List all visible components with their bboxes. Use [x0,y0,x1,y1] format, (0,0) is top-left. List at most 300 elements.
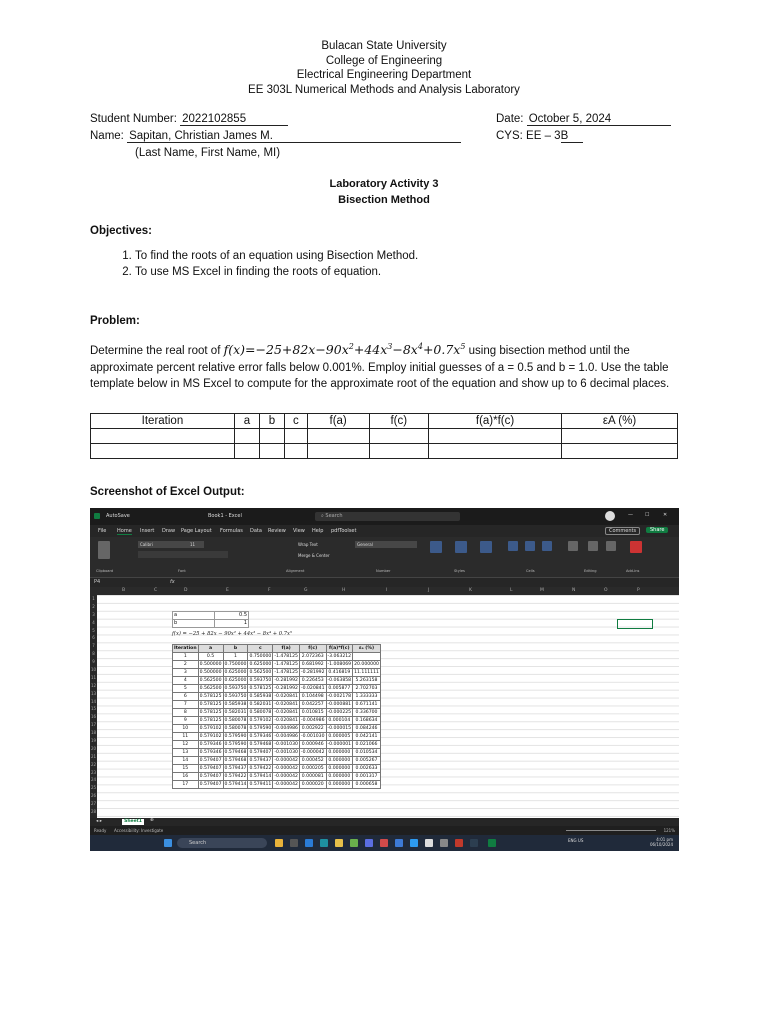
font-name-select[interactable]: Calibri [138,541,188,548]
row-header[interactable]: 4 [92,619,95,625]
table-row [173,661,381,669]
table-row [173,741,381,749]
table-cell[interactable]: 0.580078 [224,726,247,731]
table-cell[interactable]: -0.020841 [274,694,298,699]
table-cell[interactable]: 0.579102 [199,734,222,739]
table-cell[interactable]: 12 [173,741,199,749]
column-header[interactable]: C [154,588,158,593]
problem-statement [90,339,680,393]
table-cell[interactable]: 0.593750 [249,678,272,683]
row-header[interactable]: 19 [90,738,97,744]
table-cell[interactable]: 0.593750 [224,686,247,691]
table-cell[interactable]: 0.579414 [224,782,247,787]
row-header[interactable]: 14 [90,698,97,704]
student-number-label: Student Number: [90,113,177,125]
table-cell[interactable]: 0.585938 [224,702,247,707]
table-cell[interactable]: 0.000000 [326,765,353,773]
formula-image: f(x) = −25 + 82x − 90x² + 44x³ − 8x⁴ + 0.7x⁵ [172,631,293,637]
table-cell[interactable] [353,653,381,661]
objective-item: 1. To find the roots of an equation using Bisection Method. [135,248,418,264]
cell-b-label: b [172,619,215,628]
conditional-formatting-icon[interactable] [430,541,442,553]
table-cell[interactable]: 0.582031 [224,710,247,715]
table-cell[interactable]: 0.582031 [249,702,272,707]
tab-draw[interactable]: Draw [162,528,176,534]
table-cell[interactable]: 0.010534 [353,749,381,757]
table-cell[interactable]: 20.000000 [354,662,379,667]
table-cell[interactable]: 0.021066 [353,741,381,749]
table-cell[interactable]: 0.579407 [199,758,222,763]
row-header[interactable]: 24 [90,777,97,783]
cell-styles-icon[interactable] [480,541,492,553]
table-row [173,677,381,685]
table-cell[interactable]: -0.000042 [300,750,325,755]
row-header[interactable]: 23 [90,769,97,775]
window-title: Book1 - Excel [208,513,242,519]
excel-screenshot [90,508,679,851]
table-cell[interactable]: 14 [173,757,199,765]
row-header[interactable]: 25 [90,785,97,791]
row-header[interactable]: 20 [90,745,97,751]
results-header-cell: Iteration [174,646,197,651]
title-search-box[interactable]: ⌕ Search [315,512,460,521]
taskbar-search-label: Search [189,840,207,846]
sheet-tab[interactable]: Sheet1 [122,819,144,825]
table-cell[interactable]: 15 [173,765,199,773]
table-cell[interactable]: 0.579411 [249,782,272,787]
problem-equation: $f(x)=-25+82x-90x^2+44x^3-8x^4+0.7x^5$ [223,342,466,358]
row-header[interactable]: 2 [92,603,95,609]
row-header[interactable]: 16 [90,714,97,720]
row-header[interactable]: 12 [90,682,97,688]
chrome-icon[interactable] [425,839,433,847]
table-cell[interactable]: -0.001030 [274,742,298,747]
table-cell[interactable]: 0.000000 [326,773,353,781]
column-header[interactable]: F [268,588,271,593]
fx-icon[interactable]: fx [170,579,175,585]
tab-page-layout[interactable]: Page Layout [181,528,212,534]
excel-taskbar-icon[interactable] [488,839,496,847]
table-cell[interactable]: -0.004986 [274,734,298,739]
system-clock[interactable] [650,837,673,847]
status-ready: Ready [94,828,107,833]
taskbar-app-icon[interactable] [275,839,283,847]
table-cell[interactable]: -0.001030 [274,750,298,755]
table-cell[interactable]: 2 [173,661,199,669]
group-styles: Styles [454,569,465,573]
table-cell[interactable]: -0.004986 [300,718,325,723]
name-box[interactable]: P4 [94,579,101,585]
status-bar [90,826,679,835]
task-view-icon[interactable] [290,839,298,847]
table-cell[interactable]: 0.579102 [199,726,222,731]
table-cell[interactable]: 0.336700 [353,709,381,717]
table-cell[interactable]: 0.000020 [299,781,326,789]
column-header[interactable]: J [428,588,430,593]
table-cell[interactable]: 0.579422 [224,774,247,779]
cell-a-label: a [172,611,215,620]
column-header[interactable]: O [604,588,608,593]
table-cell[interactable]: 0.578125 [199,718,222,723]
ribbon-tabs [90,525,679,537]
tab-formulas[interactable]: Formulas [220,528,243,534]
table-cell[interactable]: 0.000205 [299,765,326,773]
file-explorer-icon[interactable] [335,839,343,847]
table-cell[interactable]: -0.000042 [274,758,298,763]
table-cell[interactable]: 0.001317 [353,773,381,781]
table-cell[interactable]: 0.579407 [199,766,222,771]
table-row [173,765,381,773]
table-cell[interactable]: 0.625000 [224,678,247,683]
ribbon-home [90,537,679,578]
column-header[interactable]: H [342,588,346,593]
sheet-nav-icon[interactable]: ◂ ▸ [96,819,102,824]
table-cell[interactable]: 0.579407 [199,782,222,787]
table-cell[interactable]: -0.020841 [274,710,298,715]
paste-icon[interactable] [98,541,110,559]
wrap-text-button[interactable]: Wrap Text [298,542,318,547]
column-header[interactable]: N [572,588,576,593]
format-as-table-icon[interactable] [455,541,467,553]
tab-review[interactable]: Review [268,528,286,534]
zoom-slider[interactable] [566,830,656,831]
table-cell[interactable]: 3 [173,669,199,677]
row-header[interactable]: 11 [90,674,97,680]
table-cell[interactable]: 0.5 [198,653,223,661]
table-cell[interactable]: 0.000081 [299,773,326,781]
table-cell[interactable]: 0.000658 [353,781,381,789]
tab-file[interactable]: File [98,528,107,534]
table-cell[interactable]: 0.226453 [299,677,326,685]
table-row [173,749,381,757]
table-cell[interactable]: 0.562500 [199,686,222,691]
row-header[interactable]: 15 [90,706,97,712]
cys-line [496,130,583,143]
table-cell[interactable]: 17 [173,781,199,789]
table-cell[interactable]: 0.500000 [199,662,222,667]
table-cell[interactable]: -1.478125 [274,662,298,667]
taskbar-app-icon[interactable] [320,839,328,847]
table-cell[interactable]: 0.593750 [224,694,247,699]
table-cell[interactable]: -0.000225 [327,710,352,715]
department-name: Electrical Engineering Department [296,69,472,82]
problem-heading: Problem: [90,315,140,327]
find-select-icon[interactable] [606,541,616,551]
table-cell[interactable]: 0.000000 [326,749,353,757]
table-cell[interactable]: 0.585938 [249,694,272,699]
taskbar-app-icon[interactable] [395,839,403,847]
table-cell[interactable]: 0.002922 [299,725,326,733]
group-clipboard: Clipboard [96,569,114,573]
table-cell[interactable]: 2.702703 [353,685,381,693]
table-row [173,733,381,741]
column-header[interactable]: B [122,588,126,593]
row-header[interactable]: 18 [90,730,97,736]
table-cell[interactable]: 0.000000 [326,757,353,765]
table-cell[interactable]: 0.562500 [199,678,222,683]
delete-cells-icon[interactable] [525,541,535,551]
table-cell[interactable]: 0.042257 [299,701,326,709]
table-cell[interactable]: 4 [173,677,199,685]
table-cell[interactable]: -3.063212 [327,654,352,659]
table-cell[interactable]: 0.104498 [299,693,326,701]
template-header-cell: f(a)*f(c) [429,414,562,429]
table-cell[interactable]: 0.750000 [249,654,272,659]
table-cell[interactable]: -1.008069 [327,662,352,667]
autosave-label[interactable]: AutoSave [106,513,130,519]
table-cell[interactable]: -0.004986 [274,726,298,731]
number-format-select[interactable]: General [355,541,417,548]
template-header-cell: Iteration [91,414,235,429]
taskbar-app-icon[interactable] [410,839,418,847]
autosum-icon[interactable] [568,541,578,551]
row-header[interactable]: 1 [92,596,95,601]
table-cell[interactable]: 16 [173,773,199,781]
table-cell[interactable]: 0.005877 [326,685,353,693]
row-header[interactable]: 7 [92,643,95,649]
table-cell[interactable]: 0.750000 [224,662,247,667]
table-cell[interactable]: -0.000881 [327,702,352,707]
add-sheet-icon[interactable]: ⊕ [150,818,154,823]
table-cell[interactable]: 0.579407 [199,774,222,779]
group-alignment: Alignment [286,569,305,573]
zoom-level: 121% [663,828,675,833]
cell-b-value: 1 [214,619,249,628]
problem-text-after: using bisection method until the approximate percent relative error falls below 0.001%. Employ initial guesses of a = 0.5 and b = 1.0. Use the table template below in MS Excel to compute for the approximate root of the equation and show up to 6 decimal places. [90,345,670,391]
table-row [173,653,381,661]
table-cell[interactable]: 5.263158 [353,677,381,685]
table-cell[interactable]: 6 [173,693,199,701]
tab-view[interactable]: View [293,528,305,534]
comments-button[interactable]: Comments [605,527,640,535]
table-cell[interactable]: 0.000452 [299,757,326,765]
row-header[interactable]: 21 [90,753,97,759]
document-header [0,39,768,97]
cys-value: B [561,130,583,143]
row-header[interactable]: 5 [92,627,95,633]
table-cell[interactable]: -0.000001 [327,742,352,747]
table-cell[interactable]: 0.579468 [249,742,272,747]
user-avatar[interactable] [605,511,615,521]
table-cell[interactable]: 0.578125 [199,710,222,715]
taskbar-app-icon[interactable] [440,839,448,847]
table-cell[interactable]: 0.010815 [299,709,326,717]
table-cell[interactable]: 0.579590 [224,734,247,739]
taskbar-app-icon[interactable] [455,839,463,847]
taskbar-app-icon[interactable] [350,839,358,847]
table-cell[interactable]: 0.625000 [249,662,272,667]
insert-cells-icon[interactable] [508,541,518,551]
taskbar-app-icon[interactable] [470,839,478,847]
table-cell[interactable]: 0.579590 [249,726,272,731]
table-cell[interactable]: -0.000042 [274,782,298,787]
table-cell[interactable]: 0.579468 [224,750,247,755]
table-cell[interactable]: 0.562500 [249,670,272,675]
row-header[interactable]: 27 [90,801,97,807]
language-indicator[interactable]: ENG US [568,838,584,843]
table-cell[interactable]: 0.579102 [249,718,272,723]
table-cell[interactable]: -0.002178 [327,694,352,699]
tab-insert[interactable]: Insert [140,528,155,534]
table-cell[interactable]: 5 [173,685,199,693]
table-cell[interactable]: 0.000000 [326,781,353,789]
table-cell[interactable]: 0.578125 [199,702,222,707]
row-header[interactable]: 17 [90,722,97,728]
taskbar-app-icon[interactable] [365,839,373,847]
table-cell[interactable]: 7 [173,701,199,709]
template-header-cell: a [234,414,259,429]
status-accessibility[interactable]: Accessibility: Investigate [114,828,164,833]
table-cell[interactable]: 0.579437 [249,758,272,763]
sort-filter-icon[interactable] [588,541,598,551]
add-ins-icon[interactable] [630,541,642,553]
table-cell[interactable]: 0.579346 [249,734,272,739]
table-cell[interactable]: 0.000005 [326,733,353,741]
table-cell[interactable]: -1.478125 [274,654,298,659]
merge-center-button[interactable]: Merge & Center [298,553,330,558]
table-cell[interactable]: 0.005267 [353,757,381,765]
table-cell[interactable]: -0.020841 [274,718,298,723]
row-header[interactable]: 28 [90,809,97,815]
tab-data[interactable]: Data [250,528,262,534]
table-cell[interactable]: 11 [173,733,199,741]
table-cell[interactable]: -0.001030 [300,734,325,739]
excel-titlebar [90,508,679,525]
table-cell[interactable]: -0.281992 [300,670,325,675]
edge-icon[interactable] [305,839,313,847]
row-headers [90,595,97,818]
table-cell[interactable]: -0.063858 [327,678,352,683]
row-header[interactable]: 8 [92,651,95,657]
selected-cell[interactable] [617,619,653,629]
results-header-cell: εₐ (%) [353,645,381,653]
format-cells-icon[interactable] [542,541,552,551]
student-number-line [90,113,288,126]
table-cell[interactable]: -0.000042 [274,774,298,779]
font-size-select[interactable]: 11 [188,541,204,548]
taskbar-app-icon[interactable] [380,839,388,847]
table-cell[interactable]: 0.578125 [249,686,272,691]
template-header-cell: f(c) [369,414,429,429]
maximize-icon[interactable]: ☐ [645,512,650,518]
row-header[interactable]: 3 [92,611,95,617]
table-cell[interactable]: 0.042141 [353,733,381,741]
row-header[interactable]: 6 [92,635,95,641]
table-cell[interactable]: 0.625000 [224,670,247,675]
column-header[interactable]: K [469,588,472,593]
results-header-cell: c [248,645,273,653]
table-cell[interactable]: -0.020841 [300,686,325,691]
table-cell[interactable]: 0.579346 [199,750,222,755]
table-cell[interactable]: 0.000104 [326,717,353,725]
column-header[interactable]: E [226,588,229,593]
table-cell[interactable]: 0.579422 [249,766,272,771]
table-cell[interactable]: 13 [173,749,199,757]
table-cell[interactable]: 0.084246 [353,725,381,733]
group-number: Number [376,569,391,573]
table-cell[interactable]: -1.478125 [274,670,298,675]
tab-home[interactable]: Home [117,528,132,534]
sheet-tab-bar [90,818,679,826]
table-cell[interactable]: 0.580078 [249,710,272,715]
table-cell[interactable]: 0.416819 [326,669,353,677]
table-cell[interactable]: 0.578125 [199,694,222,699]
row-header[interactable]: 9 [92,659,95,665]
table-cell[interactable]: 11.111111 [354,670,379,675]
table-cell[interactable]: 0.681992 [299,661,326,669]
table-cell[interactable]: 1.333333 [353,693,381,701]
student-number-value: 2022102855 [180,113,288,126]
student-name-line [90,130,461,143]
table-cell[interactable]: -0.020841 [274,702,298,707]
table-cell[interactable]: 0.579437 [224,766,247,771]
table-cell[interactable]: 0.168634 [353,717,381,725]
template-header-cell: c [284,414,307,429]
table-cell[interactable]: 0.579346 [199,742,222,747]
template-empty-row [91,444,678,459]
share-button[interactable]: Share [646,527,668,533]
column-header[interactable]: G [304,588,308,593]
excel-logo-icon [94,513,100,519]
taskbar-search[interactable] [177,838,267,848]
row-header[interactable]: 26 [90,793,97,799]
table-cell[interactable]: 0.580078 [224,718,247,723]
close-icon[interactable]: ✕ [663,512,668,518]
table-cell[interactable]: -0.000015 [327,726,352,731]
tab-help[interactable]: Help [312,528,324,534]
table-cell[interactable]: 8 [173,709,199,717]
row-header[interactable]: 22 [90,761,97,767]
table-cell[interactable]: 9 [173,717,199,725]
column-header[interactable]: D [184,588,188,593]
activity-title: Laboratory Activity 3 [329,178,439,190]
results-header-cell: f(a)*f(c) [326,645,353,653]
table-cell[interactable]: 0.500000 [199,670,222,675]
table-cell[interactable]: 0.579468 [224,758,247,763]
table-cell[interactable]: 0.002633 [353,765,381,773]
template-empty-row [91,429,678,444]
clock-time: 4:01 pm [656,837,673,842]
table-cell[interactable]: 10 [173,725,199,733]
table-row [173,773,381,781]
column-header[interactable]: M [540,588,544,593]
table-cell[interactable]: 1 [223,653,248,661]
table-row [173,685,381,693]
table-cell[interactable]: 0.671141 [353,701,381,709]
table-cell[interactable]: 1 [173,653,199,661]
table-cell[interactable]: 0.579407 [249,750,272,755]
column-header[interactable]: P [637,588,640,593]
column-header[interactable]: I [386,588,388,593]
table-cell[interactable]: -0.281992 [274,686,298,691]
font-format-buttons[interactable] [138,551,228,558]
objectives-list [90,248,418,280]
table-cell[interactable]: 0.579414 [249,774,272,779]
table-cell[interactable]: 0.579590 [224,742,247,747]
row-header[interactable]: 13 [90,690,97,696]
windows-start-icon[interactable] [164,839,172,847]
table-cell[interactable]: 0.000946 [299,741,326,749]
tab-pdftoolset[interactable]: pdfToolset [331,528,357,534]
table-cell[interactable]: 2.072363 [299,653,326,661]
table-cell[interactable]: -0.000042 [274,766,298,771]
table-cell[interactable]: -0.281992 [274,678,298,683]
cell-a-value: 0.5 [214,611,249,620]
row-header[interactable]: 10 [90,667,97,673]
template-header-row [91,414,678,429]
minimize-icon[interactable]: — [628,512,633,518]
column-header[interactable]: L [510,588,513,593]
